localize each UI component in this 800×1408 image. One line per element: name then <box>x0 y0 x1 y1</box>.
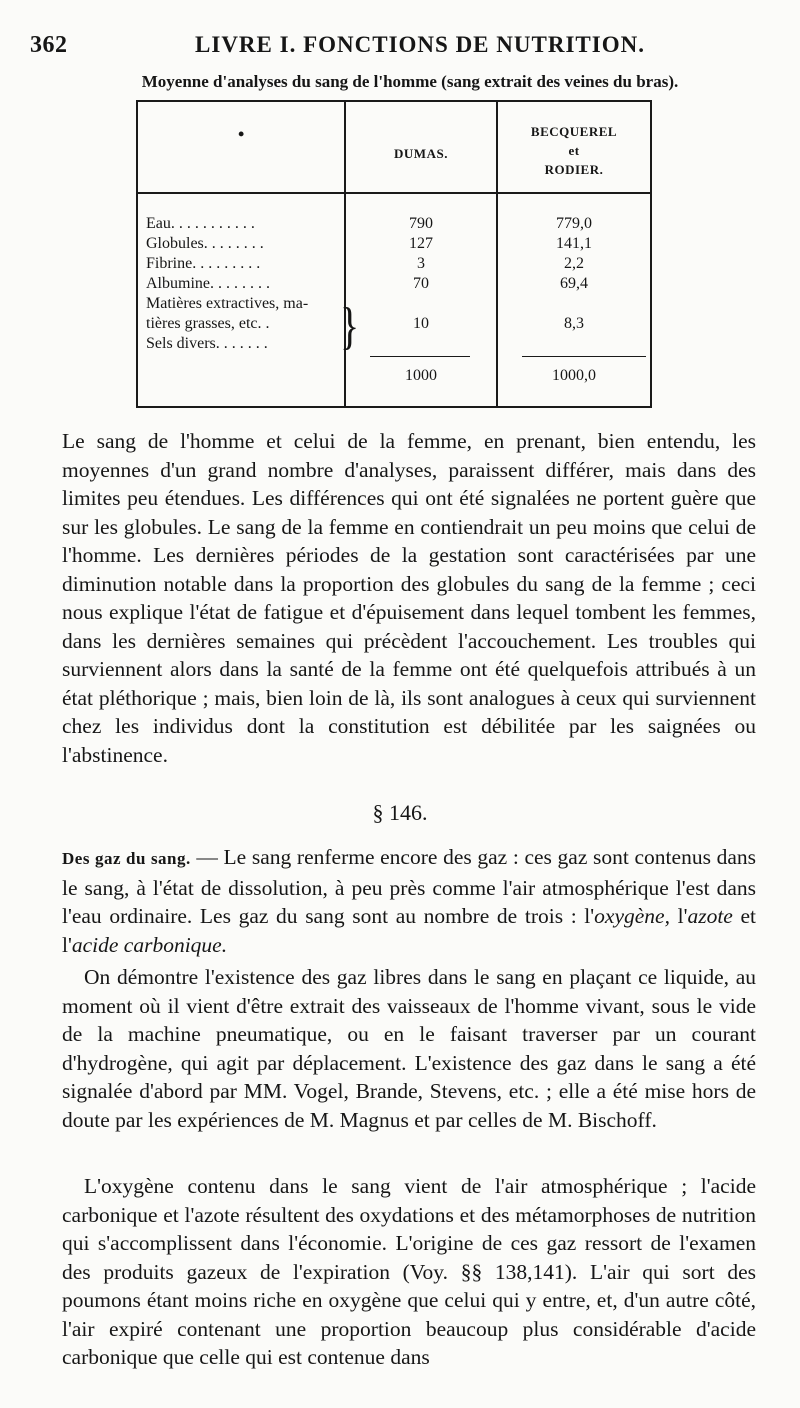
row-label: Fibrine. . . . . . . . . <box>146 255 261 272</box>
paragraph-text: l' <box>669 904 688 928</box>
page-number: 362 <box>30 32 68 58</box>
dumas-total: 1000 <box>405 367 437 384</box>
becquerel-value: 8,3 <box>564 315 584 332</box>
paragraph-gas-origin: L'oxygène contenu dans le sang vient de l'air atmosphérique ; l'acide carbonique et l'azote résultent des oxydations et des métamorphoses de nutrition qui s'accomplissent dans l'économie. L'origine de ces gaz ressort de l'examen des produits gazeux de l'expiration (Voy. §§ 138,141). L'air qui sort des poumons étant moins riche en oxygène que celui qui y entre, et, d'un autre côté, l'air expiré contenant une proportion beaucoup plus considérable d'acide carbonique que celle qui est contenue dans <box>62 1174 756 1369</box>
paragraph-lead: Des gaz du sang. <box>62 849 191 868</box>
paragraph-blood-gases <box>62 843 756 959</box>
table-row <box>138 254 650 274</box>
paragraph-text: et l' <box>62 904 756 957</box>
table-row <box>138 314 650 334</box>
column-header-line: BECQUEREL <box>530 124 618 139</box>
dumas-value: 70 <box>413 275 429 292</box>
column-header-line: et <box>568 143 580 158</box>
becquerel-value: 141,1 <box>556 235 592 252</box>
section-heading: § 146. <box>372 800 428 825</box>
sum-rule <box>522 356 646 357</box>
row-label: Matières extractives, ma- <box>146 295 309 312</box>
paragraph-blood-differences: Le sang de l'homme et celui de la femme, en prenant, bien entendu, les moyennes d'un grand nombre d'analyses, paraissent différer, mais dans des limites peu étendues. Les différences qui ont été signalées ne portent guère que sur les globules. Le sang de la femme en contiendrait un peu moins que celui de l'homme. Les dernières périodes de la gestation sont caractérisées par une diminution notable dans la proportion des globules du sang de la femme ; ceci nous explique l'état de fatigue et d'épuisement dans lequel tombent les femmes, dans les dernières semaines qui précèdent l'accouchement. Les troubles qui surviennent alors dans la santé de la femme ont été quelquefois attribués à un état pléthorique ; mais, bien loin de là, ils sont analogues à ceux qui surviennent chez les individus dont la constitution est débilitée par les saignées ou l'abstinence. <box>62 429 756 767</box>
table-caption: Moyenne d'analyses du sang de l'homme (sang extrait des veines du bras). <box>141 72 679 91</box>
term-oxygene: oxygène, <box>594 904 670 928</box>
table-row <box>138 234 650 254</box>
row-label: Albumine. . . . . . . . <box>146 275 270 292</box>
total-row <box>138 366 650 386</box>
page-header <box>30 32 760 64</box>
column-header-becquerel-rodier <box>498 122 650 179</box>
column-header-dumas: DUMAS. <box>394 146 448 161</box>
table-row <box>138 274 650 294</box>
sum-rule <box>370 356 470 357</box>
column-header-line: RODIER. <box>544 162 604 177</box>
blood-analysis-table <box>136 100 652 408</box>
row-label: Globules. . . . . . . . <box>146 235 264 252</box>
row-label: Sels divers. . . . . . . <box>146 335 268 352</box>
becquerel-value: 69,4 <box>560 275 588 292</box>
row-label: tières grasses, etc. . <box>146 315 270 332</box>
term-azote: azote <box>687 904 733 928</box>
brace-glyph: } <box>340 296 360 355</box>
becquerel-value: 779,0 <box>556 215 592 232</box>
header-mark: • <box>238 124 245 144</box>
becquerel-total: 1000,0 <box>552 367 596 384</box>
running-title: LIVRE I. FONCTIONS DE NUTRITION. <box>195 32 645 57</box>
row-label: Eau. . . . . . . . . . . <box>146 215 255 232</box>
becquerel-value: 2,2 <box>564 255 584 272</box>
dumas-value: 790 <box>409 215 433 232</box>
dumas-value: 3 <box>417 255 425 272</box>
dumas-value: 10 <box>413 315 429 332</box>
header-rule <box>138 192 650 194</box>
dumas-value: 127 <box>409 235 433 252</box>
term-acide-carbonique: acide carbonique. <box>71 932 228 957</box>
paragraph-text: — Le sang renferme encore des gaz : ces gaz sont contenus dans le sang, à l'état de dissolution, à peu près comme l'air atmosphérique l'est dans l'eau ordinaire. Les gaz du sang sont au nombre de trois : l' <box>62 845 756 928</box>
table-row <box>138 214 650 234</box>
paragraph-gas-demonstration: On démontre l'existence des gaz libres dans le sang en plaçant ce liquide, au moment où il vient d'être extrait des vaisseaux de l'homme vivant, sous le vide de la machine pneumatique, ou en le faisant traverser par un courant d'hydrogène, qui agit par déplacement. L'existence des gaz dans le sang a été signalée d'abord par MM. Vogel, Brande, Stevens, etc. ; elle a été mise hors de doute par les expériences de M. Magnus et par celles de M. Bischoff. <box>62 965 756 1132</box>
